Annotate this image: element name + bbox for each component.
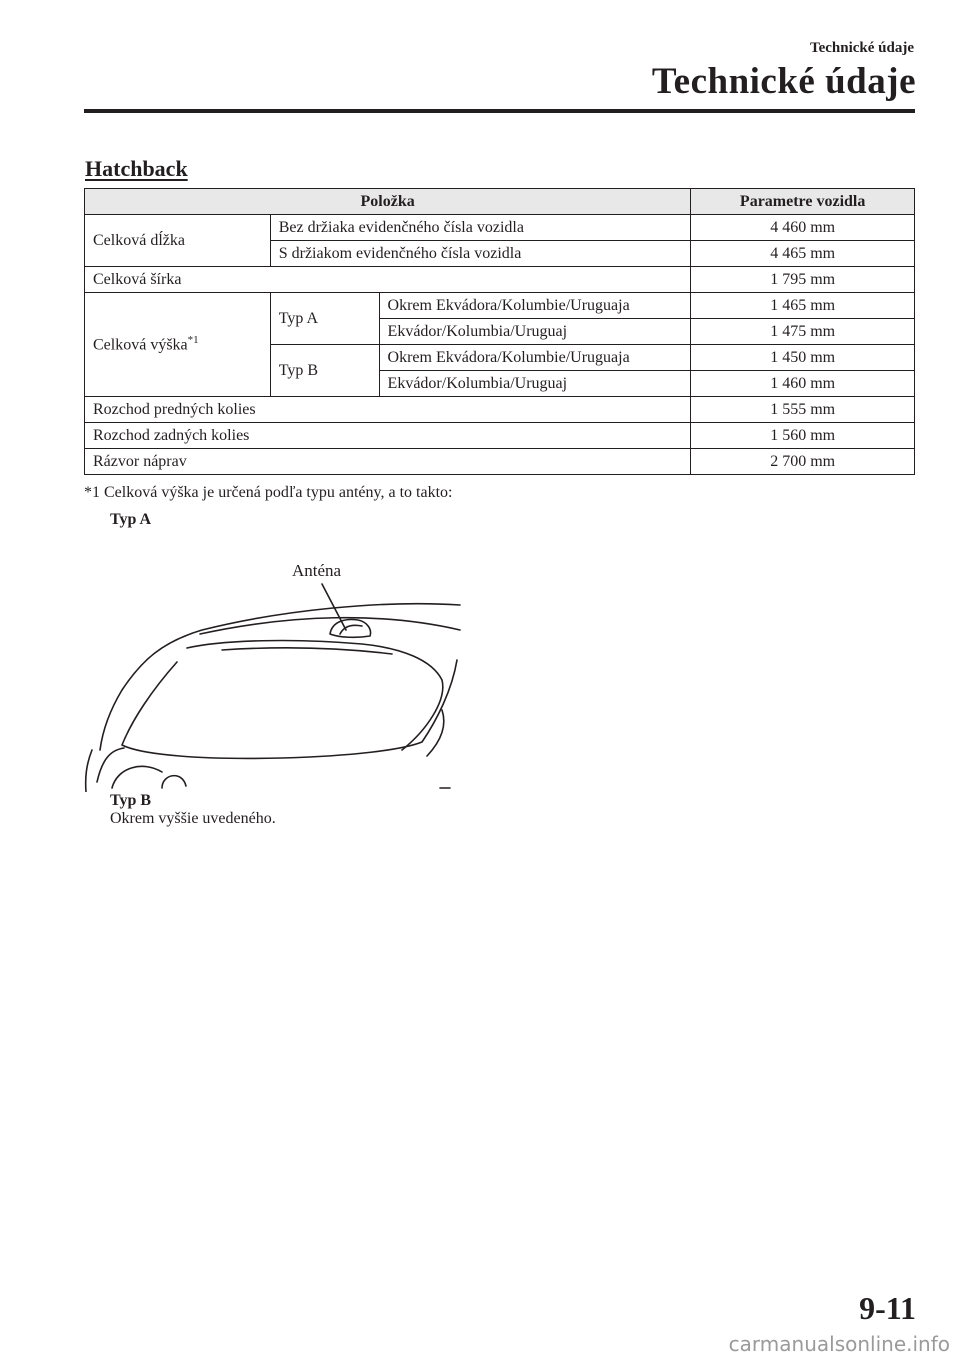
cell-value: 2 700 mm	[691, 449, 915, 475]
roof-line	[100, 604, 460, 750]
cell-value: 1 560 mm	[691, 423, 915, 449]
handle-curve	[162, 776, 186, 788]
cell-value: 1 465 mm	[691, 293, 915, 319]
table-row	[85, 397, 915, 423]
row-label-length: Celková dĺžka	[85, 215, 271, 267]
antenna-detail	[340, 625, 362, 634]
table-row	[85, 215, 915, 241]
car-outline	[86, 584, 460, 792]
watermark: carmanualsonline.info	[728, 1332, 950, 1356]
rear-window	[122, 660, 457, 758]
footnote: *1 Celková výška je určená podľa typu antény, a to takto:	[84, 484, 453, 501]
table-row	[85, 423, 915, 449]
cell-label: Bez držiaka evidenčného čísla vozidla	[270, 215, 691, 241]
row-label-front-track: Rozchod predných kolies	[85, 397, 691, 423]
table-row	[85, 449, 915, 475]
table-row	[85, 267, 915, 293]
cell-value: 1 460 mm	[691, 371, 915, 397]
page-number: 9-11	[859, 1290, 916, 1326]
typ-a-heading: Typ A	[110, 511, 152, 528]
cell-value: 1 450 mm	[691, 345, 915, 371]
spec-table	[84, 188, 915, 475]
spoiler-inner	[222, 648, 392, 654]
row-label-rear-track: Rozchod zadných kolies	[85, 423, 691, 449]
cell-value: 4 465 mm	[691, 241, 915, 267]
row-label-wheelbase: Rázvor náprav	[85, 449, 691, 475]
cell-label: Ekvádor/Kolumbia/Uruguaj	[379, 371, 691, 397]
section-title: Hatchback	[85, 156, 188, 181]
spoiler-line	[187, 641, 443, 750]
cell-value: 4 460 mm	[691, 215, 915, 241]
cell-value: 1 555 mm	[691, 397, 915, 423]
cell-label: Okrem Ekvádora/Kolumbie/Uruguaja	[379, 345, 691, 371]
car-roof-antenna-illustration	[82, 550, 464, 792]
typ-b-heading: Typ B	[110, 792, 152, 809]
shark-fin-antenna	[330, 620, 371, 638]
running-header: Technické údaje	[809, 40, 914, 56]
row-label-height	[85, 293, 271, 397]
table-row	[85, 293, 915, 319]
typ-b-description: Okrem vyššie uvedeného.	[110, 810, 276, 827]
col-header-value: Parametre vozidla	[691, 189, 915, 215]
cell-label: Ekvádor/Kolumbia/Uruguaj	[379, 319, 691, 345]
cell-value: 1 795 mm	[691, 267, 915, 293]
antenna-label: Anténa	[292, 561, 342, 580]
cell-label: S držiakom evidenčného čísla vozidla	[270, 241, 691, 267]
row-label-width: Celková šírka	[85, 267, 691, 293]
cell-value: 1 475 mm	[691, 319, 915, 345]
tail-curve	[112, 766, 162, 788]
table-header-row	[85, 189, 915, 215]
height-label-text: Celková výška	[93, 336, 188, 354]
typ-a-cell: Typ A	[270, 293, 379, 345]
footnote-marker: *1	[187, 334, 199, 347]
body-side	[86, 750, 92, 792]
cell-label: Okrem Ekvádora/Kolumbie/Uruguaja	[379, 293, 691, 319]
chapter-title: Technické údaje	[651, 61, 916, 102]
rear-pillar	[97, 748, 124, 782]
typ-b-cell: Typ B	[270, 345, 379, 397]
col-header-item: Položka	[85, 189, 691, 215]
header-rule	[84, 109, 915, 113]
c-pillar	[427, 710, 444, 756]
